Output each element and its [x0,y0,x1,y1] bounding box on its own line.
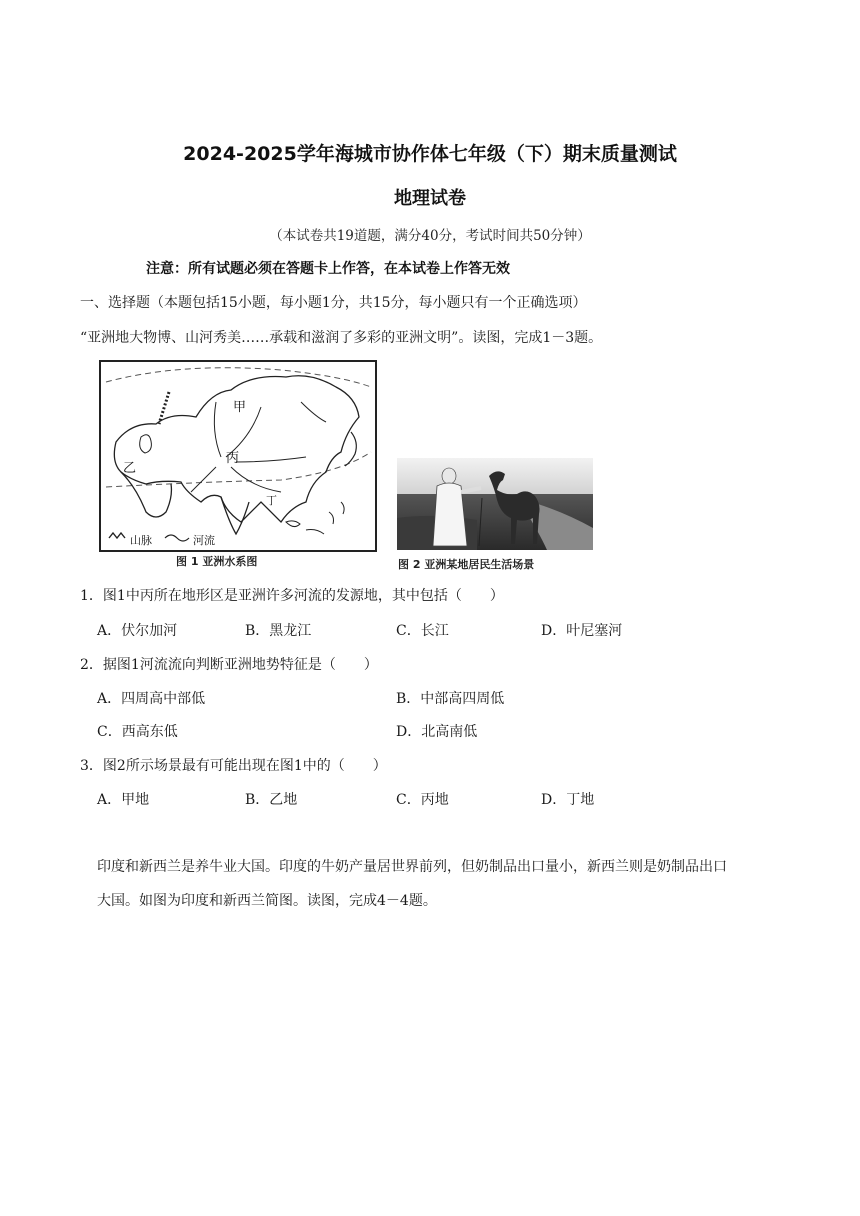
q1-option-d[interactable]: D．叶尼塞河 [541,623,623,639]
q2-option-d[interactable]: D．北高南低 [396,724,478,740]
q3-option-a[interactable]: A．甲地 [97,792,150,808]
q2-option-b[interactable]: B．中部高四周低 [396,691,505,707]
section-intro: “亚洲地大物博、山河秀美……承载和滋润了多彩的亚洲文明”。读图，完成1－3题。 [80,330,603,346]
figure-2-photo [397,458,593,550]
question-3-stem: 3．图2所示场景最有可能出现在图1中的（ ） [80,758,387,774]
passage-line-1: 印度和新西兰是养牛业大国。印度的牛奶产量居世界前列，但奶制品出口量小，新西兰则是奶制品出口 [97,859,727,875]
exam-subtitle: 地理试卷 [394,188,466,209]
label-jia: 甲 [233,400,247,415]
label-ding: 丁 [266,494,277,507]
question-1-stem: 1．图1中丙所在地形区是亚洲许多河流的发源地，其中包括（ ） [80,588,504,604]
legend-mountain-label: 山脉 [130,534,152,547]
question-2-stem: 2．据图1河流流向判断亚洲地势特征是（ ） [80,657,378,673]
passage-line-2: 大国。如图为印度和新西兰简图。读图，完成4－4题。 [97,893,437,909]
q2-option-a[interactable]: A．四周高中部低 [97,691,206,707]
exam-notice: 注意：所有试题必须在答题卡上作答，在本试卷上作答无效 [146,261,510,277]
q3-option-c[interactable]: C．丙地 [396,792,449,808]
photo-scene [397,458,593,550]
label-yi: 乙 [123,461,137,476]
figure-1-asia-map [99,360,377,552]
q3-option-d[interactable]: D．丁地 [541,792,595,808]
figure-2-caption: 图 2 亚洲某地居民生活场景 [398,558,535,571]
q3-option-b[interactable]: B．乙地 [245,792,298,808]
q2-option-c[interactable]: C．西高东低 [97,724,178,740]
q1-option-c[interactable]: C．长江 [396,623,449,639]
section-heading: 一、选择题（本题包括15小题，每小题1分，共15分，每小题只有一个正确选项） [80,295,587,311]
exam-title: 2024-2025学年海城市协作体七年级（下）期末质量测试 [183,143,677,165]
figure-1-caption: 图 1 亚洲水系图 [176,555,258,568]
legend-river-label: 河流 [193,534,215,547]
q1-option-a[interactable]: A．伏尔加河 [97,623,178,639]
q1-option-b[interactable]: B．黑龙江 [245,623,312,639]
exam-info: （本试卷共19道题，满分40分，考试时间共50分钟） [269,228,591,244]
label-bing: 丙 [226,451,240,466]
